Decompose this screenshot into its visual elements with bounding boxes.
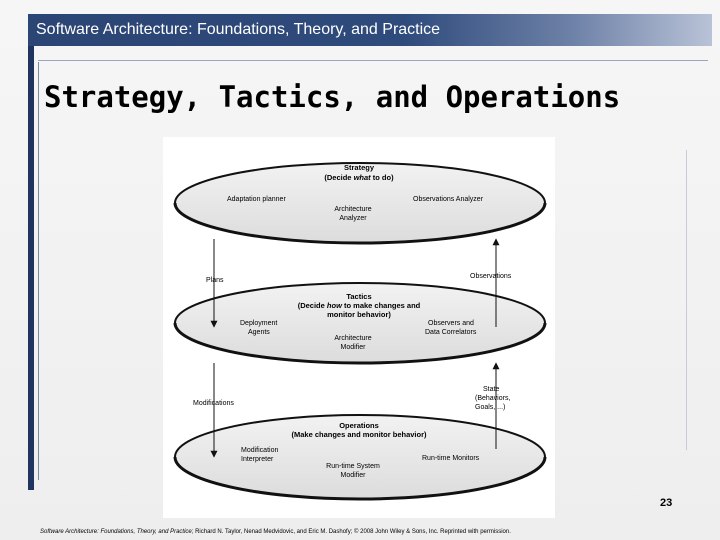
tactics-title: Tactics — [346, 292, 372, 301]
architecture-figure — [163, 137, 555, 518]
state-label-3: Goals, ...) — [475, 404, 506, 411]
architecture-analyzer-label-2: Analyzer — [339, 215, 367, 222]
runtime-system-modifier-label-2: Modifier — [340, 472, 366, 479]
footer-credit: ; Richard N. Taylor, Nenad Medvidovic, and Eric M. Dashofy; © 2008 John Wiley & Sons, Inc. Reprinted with permission. — [191, 529, 511, 535]
architecture-analyzer-label-1: Architecture — [334, 206, 372, 213]
runtime-monitors-label: Run-time Monitors — [422, 455, 480, 462]
title-rule — [38, 60, 708, 61]
strategy-subtitle: (Decide what to do) — [324, 173, 394, 182]
observations-analyzer-label: Observations Analyzer — [413, 196, 484, 203]
left-accent-rule — [28, 46, 34, 490]
architecture-modifier-label-1: Architecture — [334, 335, 372, 342]
tactics-subtitle-2: monitor behavior) — [327, 310, 391, 319]
state-label-2: (Behaviors, — [475, 395, 511, 402]
deployment-agents-label-1: Deployment — [240, 320, 278, 327]
slide-title: Strategy, Tactics, and Operations — [44, 80, 621, 114]
observations-label: Observations — [470, 273, 512, 280]
modification-interpreter-label-1: Modification — [241, 447, 279, 454]
adaptation-planner-label: Adaptation planner — [227, 196, 286, 203]
page-number: 23 — [660, 497, 673, 509]
observers-correlators-label-1: Observers and — [428, 320, 474, 327]
observers-correlators-label-2: Data Correlators — [425, 329, 477, 336]
deployment-agents-label-2: Agents — [248, 329, 270, 336]
plans-label: Plans — [206, 277, 224, 284]
header-title: Software Architecture: Foundations, Theory, and Practice — [36, 21, 441, 38]
operations-title: Operations — [339, 421, 379, 430]
layers-diagram — [163, 137, 555, 518]
footer-citation — [40, 528, 511, 536]
strategy-title: Strategy — [343, 163, 375, 172]
footer-book-title: Software Architecture: Foundations, Theory, and Practice — [40, 529, 192, 535]
architecture-modifier-label-2: Modifier — [340, 344, 366, 351]
right-rule — [686, 150, 687, 450]
left-thin-rule — [38, 62, 39, 480]
runtime-system-modifier-label-1: Run-time System — [326, 463, 380, 470]
modifications-label: Modifications — [193, 400, 234, 407]
modification-interpreter-label-2: Interpreter — [241, 456, 274, 463]
operations-subtitle: (Make changes and monitor behavior) — [291, 430, 427, 439]
tactics-subtitle-1: (Decide how to make changes and — [297, 301, 421, 310]
state-label-1: State — [483, 386, 500, 393]
